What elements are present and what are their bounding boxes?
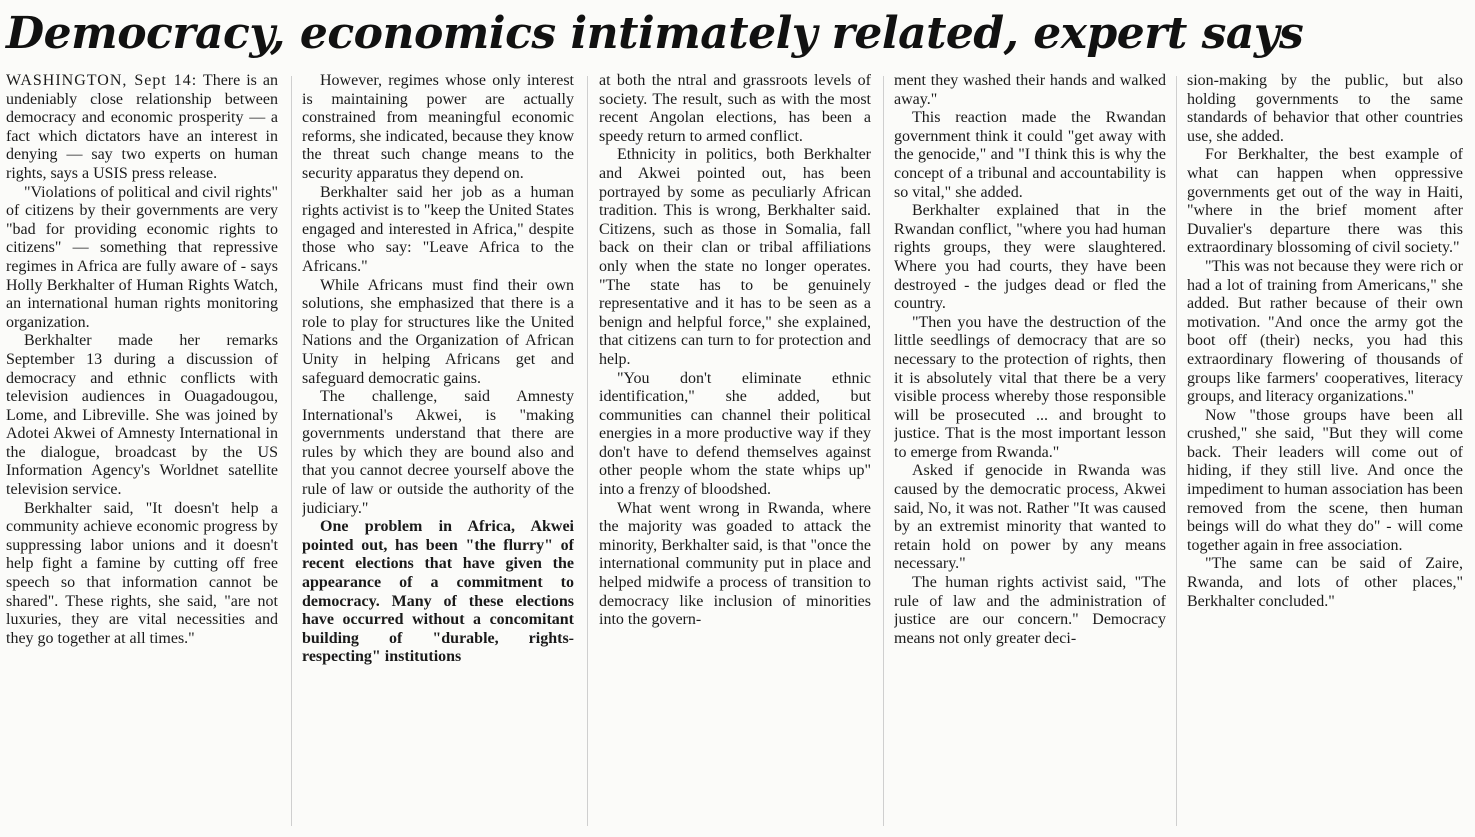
paragraph-text: There is an undeniably close relationship between democracy and economic prosperity — a fact which dictators have an interest in denying — say two experts on human rights, says a USIS press release. xyxy=(6,72,278,182)
article-body xyxy=(6,72,1468,832)
article-paragraph xyxy=(6,72,278,184)
article-paragraph: at both the ntral and grassroots levels of society. The result, such as with the most recent Angolan elections, has been a speedy return to armed conflict. xyxy=(599,72,871,145)
article-paragraph: "The same can be said of Zaire, Rwanda, and lots of other places," Berkhalter concluded." xyxy=(1187,555,1463,610)
article-paragraph: While Africans must find their own solutions, she emphasized that there is a role to play for structures like the United Nations and the Organization of African Unity in helping Africans get and safeguard democratic gains. xyxy=(302,276,574,387)
article-paragraph: Ethnicity in politics, both Berkhalter and Akwei pointed out, has been portrayed by some as peculiarly African tradition. This is wrong, Berkhalter said. Citizens, such as those in Somalia, fall back on their clan or tribal affiliations only when the state no longer operates. "The state has to be genuinely representative and it has to be seen as a benign and helpful force," she explained, that citizens can turn to for protection and help. xyxy=(599,146,871,368)
article-paragraph: "You don't eliminate ethnic identification," she added, but communities can channel their political energies in a more productive way if they don't have to defend themselves against other people whom the state whips up" into a frenzy of bloodshed. xyxy=(599,369,871,499)
article-paragraph: The human rights activist said, "The rule of law and the administration of justice are our concern." Democracy means not only greater deci- xyxy=(894,574,1166,647)
column-divider xyxy=(1176,76,1177,826)
article-paragraph: "Violations of political and civil rights" of citizens by their governments are very "bad for providing economic rights to citizens" — something that repressive regimes in Africa are fully aware of - says Holly Berkhalter of Human Rights Watch, an international human rights monitoring organization. xyxy=(6,183,278,331)
article-column-4 xyxy=(894,72,1166,832)
article-column-1 xyxy=(6,72,278,832)
article-paragraph: sion-making by the public, but also holding governments to the same standards of behavior that other countries use, she added. xyxy=(1187,72,1463,145)
article-paragraph: Now "those groups have been all crushed," she said, "But they will come back. Their leaders will come out of hiding, if they still live. And once the impediment to human association has been removed from the scene, then human beings will do what they do" - will come together again in free association. xyxy=(1187,406,1463,554)
article-column-2 xyxy=(302,72,574,832)
dateline: WASHINGTON, Sept 14: xyxy=(6,72,198,89)
article-paragraph: "Then you have the destruction of the little seedlings of democracy that are so necessary to the protection of rights, then it is absolutely vital that there be a very visible process whereby those responsible will be prosecuted ... and brought to justice. That is the most important lesson to emerge from Rwanda." xyxy=(894,313,1166,461)
article-paragraph: "This was not because they were rich or had a lot of training from Americans," she added. But rather because of their own motivation. "And once the army got the boot off (their) necks, you had this extraordinary flowering of thousands of groups like farmers' cooperatives, literacy groups, and literacy organizations." xyxy=(1187,257,1463,406)
article-paragraph: This reaction made the Rwandan government think it could "get away with the genocide," and "I think this is why the concept of a tribunal and accountability is so vital," she added. xyxy=(894,109,1166,201)
article-paragraph: For Berkhalter, the best example of what can happen when oppressive governments get out of the way in Haiti, "where in the brief moment after Duvalier's departure there was this extraordinary blossoming of civil society." xyxy=(1187,146,1463,257)
article-paragraph: Berkhalter said, "It doesn't help a community achieve economic progress by suppressing labor unions and it doesn't help fight a famine by cutting off free speech so that information cannot be shared". These rights, she said, "are not luxuries, they are vital necessities and they go together at all times." xyxy=(6,499,278,647)
article-paragraph: Berkhalter made her remarks September 13 during a discussion of democracy and ethnic conflicts with television audiences in Ouagadougou, Lome, and Libreville. She was joined by Adotei Akwei of Amnesty International in the dialogue, broadcast by the US Information Agency's Worldnet satellite television service. xyxy=(6,332,278,499)
article-paragraph: However, regimes whose only interest is maintaining power are actually constrained from meaningful economic reforms, she indicated, because they know the threat such change means to the security apparatus they depend on. xyxy=(302,72,574,182)
article-paragraph: Berkhalter said her job as a human rights activist is to "keep the United States engaged and interested in Africa," despite those who say: "Leave Africa to the Africans." xyxy=(302,183,574,275)
article-paragraph: ment they washed their hands and walked away." xyxy=(894,72,1166,108)
column-divider xyxy=(291,76,292,826)
article-paragraph: The challenge, said Amnesty International's Akwei, is "making governments understand that there are rules by which they are bound also and that you cannot decree yourself above the rule of law or outside the authority of the judiciary." xyxy=(302,388,574,517)
article-column-3 xyxy=(599,72,871,832)
article-paragraph: Berkhalter explained that in the Rwandan conflict, "where you had human rights groups, they were slaughtered. Where you had courts, they have been destroyed - the judges dead or fled the country. xyxy=(894,202,1166,313)
headline: Democracy, economics intimately related, expert says xyxy=(6,8,1304,59)
column-divider xyxy=(587,76,588,826)
article-paragraph: One problem in Africa, Akwei pointed out, has been "the flurry" of recent elections that have given the appearance of a commitment to democracy. Many of these elections have occurred without a concomitant building of "durable, rights-respecting" institutions xyxy=(302,518,574,666)
article-column-5 xyxy=(1187,72,1463,832)
article-paragraph: Asked if genocide in Rwanda was caused by the democratic process, Akwei said, No, it was not. Rather "It was caused by an extremist minority that wanted to retain hold on power by any means necessary." xyxy=(894,462,1166,573)
article-paragraph: What went wrong in Rwanda, where the majority was goaded to attack the minority, Berkhalter said, is that "once the international community put in place and helped midwife a process of transition to democracy like inclusion of minorities into the govern- xyxy=(599,499,871,629)
column-divider xyxy=(883,76,884,826)
